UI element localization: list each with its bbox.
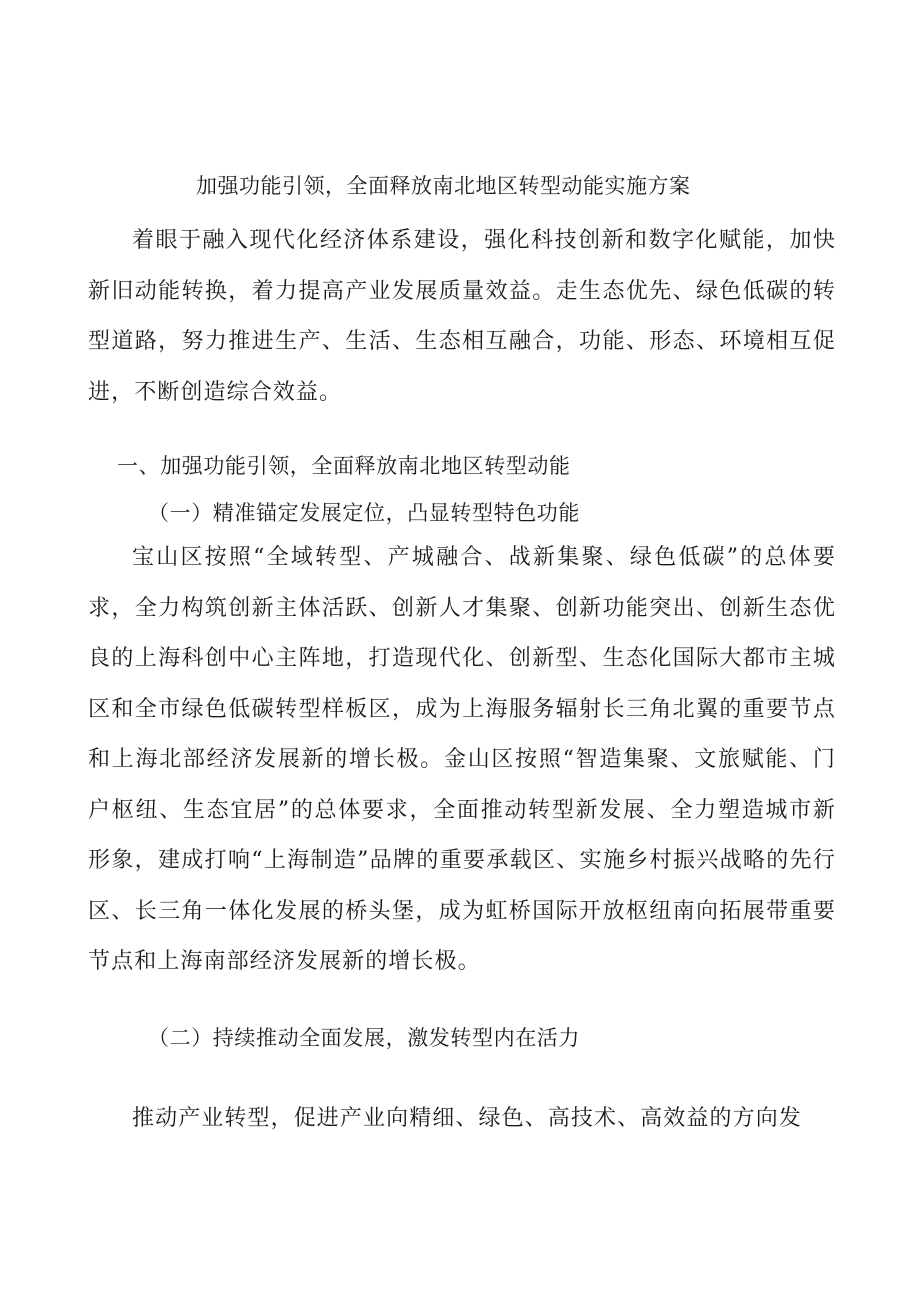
section-1-heading: 一、加强功能引领，全面释放南北地区转型动能 bbox=[117, 454, 571, 478]
subsection-2-heading: （二）持续推动全面发展，激发转型内在活力 bbox=[148, 1026, 580, 1050]
subsection-2-paragraph: 推动产业转型，促进产业向精细、绿色、高技术、高效益的方向发 bbox=[132, 1106, 802, 1131]
subsection-1-paragraph: 宝山区按照“全域转型、产城融合、战新集聚、绿色低碳”的总体要求，全力构筑创新主体活跃、创新人才集聚、创新功能突出、创新生态优良的上海科创中心主阵地，打造现代化、创新型、生态化国际大都市主城区和全市绿色低碳转型样板区，成为上海服务辐射长三角北翼的重要节点和上海北部经济发展新的增长极。金山区按照“智造集聚、文旅赋能、门户枢纽、生态宜居”的总体要求，全面推动转型新发展、全力塑造城市新形象，建成打响“上海制造”品牌的重要承载区、实施乡村振兴战略的先行区、长三角一体化发展的桥头堡，成为虹桥国际开放枢纽南向拓展带重要节点和上海南部经济发展新的增长极。 bbox=[88, 545, 836, 974]
document-title: 加强功能引领，全面释放南北地区转型动能实施方案 bbox=[196, 174, 691, 198]
subsection-1-heading: （一）精准锚定发展定位，凸显转型特色功能 bbox=[148, 501, 580, 525]
intro-paragraph: 着眼于融入现代化经济体系建设，强化科技创新和数字化赋能，加快新旧动能转换，着力提高产业发展质量效益。走生态优先、绿色低碳的转型道路，努力推进生产、生活、生态相互融合，功能、形态、环境相互促进，不断创造综合效益。 bbox=[88, 228, 836, 405]
